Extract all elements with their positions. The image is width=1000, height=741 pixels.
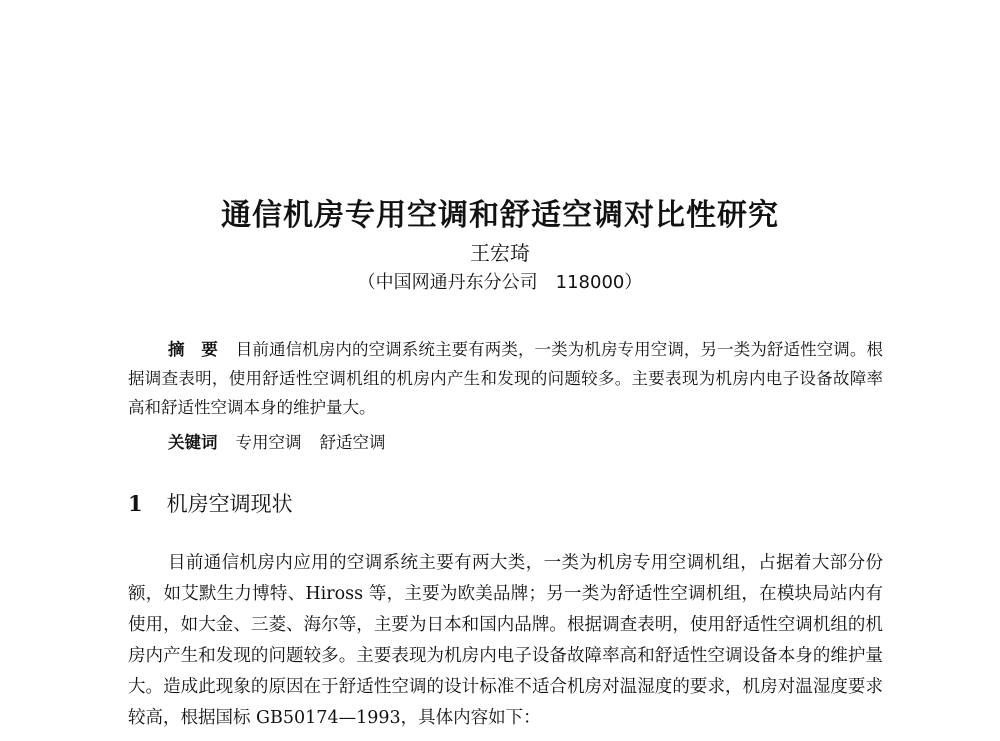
section-heading	[128, 488, 293, 518]
keyword-item: 舒适空调	[319, 433, 386, 452]
abstract-paragraph	[128, 335, 883, 422]
abstract-text: 目前通信机房内的空调系统主要有两类，一类为机房专用空调，另一类为舒适性空调。根据调查表明，使用舒适性空调机组的机房内产生和发现的问题较多。主要表现为机房内电子设备故障率高和舒适性空调本身的维护量大。	[128, 340, 884, 417]
abstract-label: 摘 要	[168, 340, 218, 359]
body-paragraph: 目前通信机房内应用的空调系统主要有两大类，一类为机房专用空调机组，占据着大部分份额，如艾默生力博特、Hiross 等，主要为欧美品牌；另一类为舒适性空调机组，在模块局站内有使用，如大金、三菱、海尔等，主要为日本和国内品牌。根据调查表明，使用舒适性空调机组的机房内产生和发现的问题较多。主要表现为机房内电子设备故障率高和舒适性空调设备本身的维护量大。造成此现象的原因在于舒适性空调的设计标准不适合机房对温湿度的要求，机房对温湿度要求较高，根据国标 GB50174—1993，具体内容如下：	[128, 553, 883, 728]
keywords-label: 关键词	[168, 433, 218, 452]
section-number: 1	[128, 491, 143, 516]
keywords-line	[168, 428, 404, 457]
paper-author: 王宏琦	[470, 241, 530, 265]
section-title: 机房空调现状	[166, 492, 293, 516]
keyword-item: 专用空调	[235, 433, 302, 452]
paper-title: 通信机房专用空调和舒适空调对比性研究	[221, 198, 779, 233]
paper-affiliation: （中国网通丹东分公司 118000）	[357, 272, 643, 293]
